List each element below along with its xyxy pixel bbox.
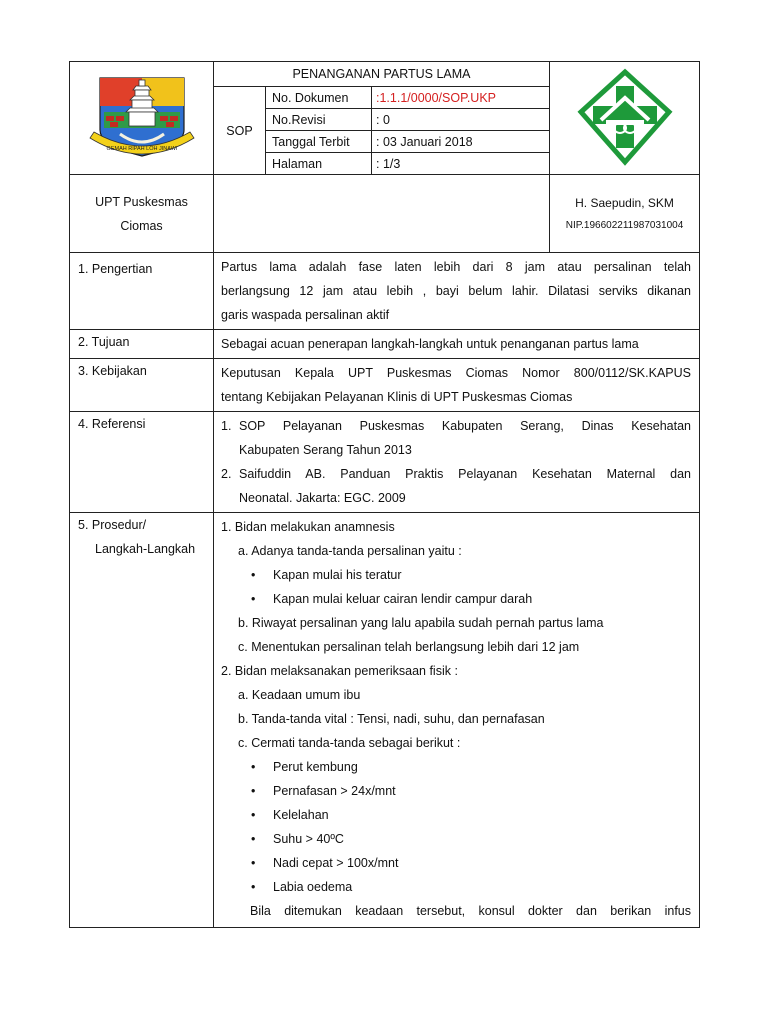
- bullet-item: [221, 875, 691, 899]
- org-name-line2: Ciomas: [120, 218, 163, 233]
- sop-label: SOP: [214, 87, 266, 175]
- regency-logo-cell: [70, 62, 214, 175]
- pengertian-line: garis waspada persalinan aktif: [221, 308, 390, 322]
- bullet-text: Perut kembung: [273, 760, 358, 774]
- section-label-referensi: 4. Referensi: [70, 412, 214, 513]
- pengertian-line: Partus lama adalah fase laten lebih dari 8 jam atau persalinan telah: [221, 260, 691, 274]
- bullet-text: Kapan mulai keluar cairan lendir campur darah: [273, 592, 533, 606]
- meta-value-halaman: : 1/3: [372, 153, 550, 175]
- referensi-text-cont: Neonatal. Jakarta: EGC. 2009: [239, 491, 406, 505]
- referensi-text: Saifuddin AB. Panduan Praktis Pelayanan Kesehatan Maternal dan: [239, 467, 691, 481]
- section-content-pengertian: [214, 253, 700, 330]
- bullet-dot: •: [251, 856, 256, 870]
- referensi-number: 2.: [221, 467, 232, 481]
- meta-label-halaman: Halaman: [266, 153, 372, 175]
- sop-title: PENANGANAN PARTUS LAMA: [214, 62, 550, 87]
- kebijakan-line: Keputusan Kepala UPT Puskesmas Ciomas Nomor 800/0112/SK.KAPUS: [221, 366, 691, 380]
- meta-label-dokumen: No. Dokumen: [266, 87, 372, 109]
- prosedur-substep: c. Menentukan persalinan telah berlangsung lebih dari 12 jam: [238, 640, 580, 654]
- section-label-kebijakan: 3. Kebijakan: [70, 359, 214, 412]
- blank-cell: [214, 175, 550, 253]
- puskesmas-logo-cell: [550, 62, 700, 175]
- section-content-referensi: [214, 412, 700, 513]
- section-content-tujuan: Sebagai acuan penerapan langkah-langkah untuk penanganan partus lama: [214, 330, 700, 359]
- referensi-number: 1.: [221, 419, 232, 433]
- prosedur-label-line1: 5. Prosedur/: [78, 518, 147, 532]
- bullet-item: [221, 563, 691, 587]
- bullet-text: Suhu > 40ºC: [273, 832, 344, 846]
- puskesmas-logo-icon: [573, 68, 677, 168]
- section-label-tujuan: 2. Tujuan: [70, 330, 214, 359]
- bullet-dot: •: [251, 568, 256, 582]
- bullet-item: [221, 803, 691, 827]
- prosedur-substep: c. Cermati tanda-tanda sebagai berikut :: [238, 736, 461, 750]
- bullet-text: Pernafasan > 24x/mnt: [273, 784, 396, 798]
- bullet-dot: •: [251, 760, 256, 774]
- referensi-item: [221, 414, 691, 438]
- bullet-dot: •: [251, 808, 256, 822]
- prosedur-substep: b. Riwayat persalinan yang lalu apabila sudah pernah partus lama: [238, 616, 604, 630]
- signatory-nip: NIP.196602211987031004: [565, 220, 684, 231]
- section-label-prosedur: [70, 513, 214, 928]
- crest-motto-text: GEMAH RIPAH LOH JINAWI: [106, 146, 177, 152]
- prosedur-step: 2. Bidan melaksanakan pemeriksaan fisik :: [221, 664, 458, 678]
- bullet-item: [221, 779, 691, 803]
- bullet-item: [221, 587, 691, 611]
- meta-value-dokumen: :1.1.1/0000/SOP.UKP: [372, 87, 550, 109]
- section-content-kebijakan: [214, 359, 700, 412]
- signatory-name: H. Saepudin, SKM: [575, 196, 674, 210]
- referensi-text-cont: Kabupaten Serang Tahun 2013: [239, 443, 412, 457]
- prosedur-label-line2: Langkah-Langkah: [95, 542, 196, 556]
- referensi-text: SOP Pelayanan Puskesmas Kabupaten Serang, Dinas Kesehatan: [239, 419, 691, 433]
- signature-cell: [550, 175, 700, 253]
- section-content-prosedur: [214, 513, 700, 928]
- bullet-dot: •: [251, 880, 256, 894]
- pengertian-line: berlangsung 12 jam atau lebih , bayi belum lahir. Dilatasi serviks dikanan: [221, 284, 691, 298]
- kebijakan-line: tentang Kebijakan Pelayanan Klinis di UPT Puskesmas Ciomas: [221, 390, 573, 404]
- section-label-pengertian: 1. Pengertian: [70, 253, 214, 330]
- referensi-item: [221, 462, 691, 486]
- bullet-text: Labia oedema: [273, 880, 353, 894]
- prosedur-substep: a. Keadaan umum ibu: [238, 688, 361, 702]
- bullet-item: [221, 755, 691, 779]
- prosedur-closing: Bila ditemukan keadaan tersebut, konsul dokter dan berikan infus: [250, 904, 691, 918]
- bullet-text: Nadi cepat > 100x/mnt: [273, 856, 399, 870]
- meta-label-tanggal: Tanggal Terbit: [266, 131, 372, 153]
- meta-label-revisi: No.Revisi: [266, 109, 372, 131]
- bullet-dot: •: [251, 784, 256, 798]
- bullet-dot: •: [251, 592, 256, 606]
- bullet-text: Kapan mulai his teratur: [273, 568, 402, 582]
- bullet-item: [221, 827, 691, 851]
- bullet-dot: •: [251, 832, 256, 846]
- sop-table: [69, 61, 700, 928]
- bullet-item: [221, 851, 691, 875]
- sop-document: [69, 61, 699, 928]
- org-name-cell: [70, 175, 214, 253]
- meta-value-revisi: : 0: [372, 109, 550, 131]
- org-name-line1: UPT Puskesmas: [95, 194, 188, 209]
- meta-value-tanggal: : 03 Januari 2018: [372, 131, 550, 153]
- regency-crest-icon: [86, 72, 198, 164]
- prosedur-step: 1. Bidan melakukan anamnesis: [221, 520, 395, 534]
- prosedur-substep: a. Adanya tanda-tanda persalinan yaitu :: [238, 544, 462, 558]
- bullet-text: Kelelahan: [273, 808, 329, 822]
- prosedur-substep: b. Tanda-tanda vital : Tensi, nadi, suhu, dan pernafasan: [238, 712, 545, 726]
